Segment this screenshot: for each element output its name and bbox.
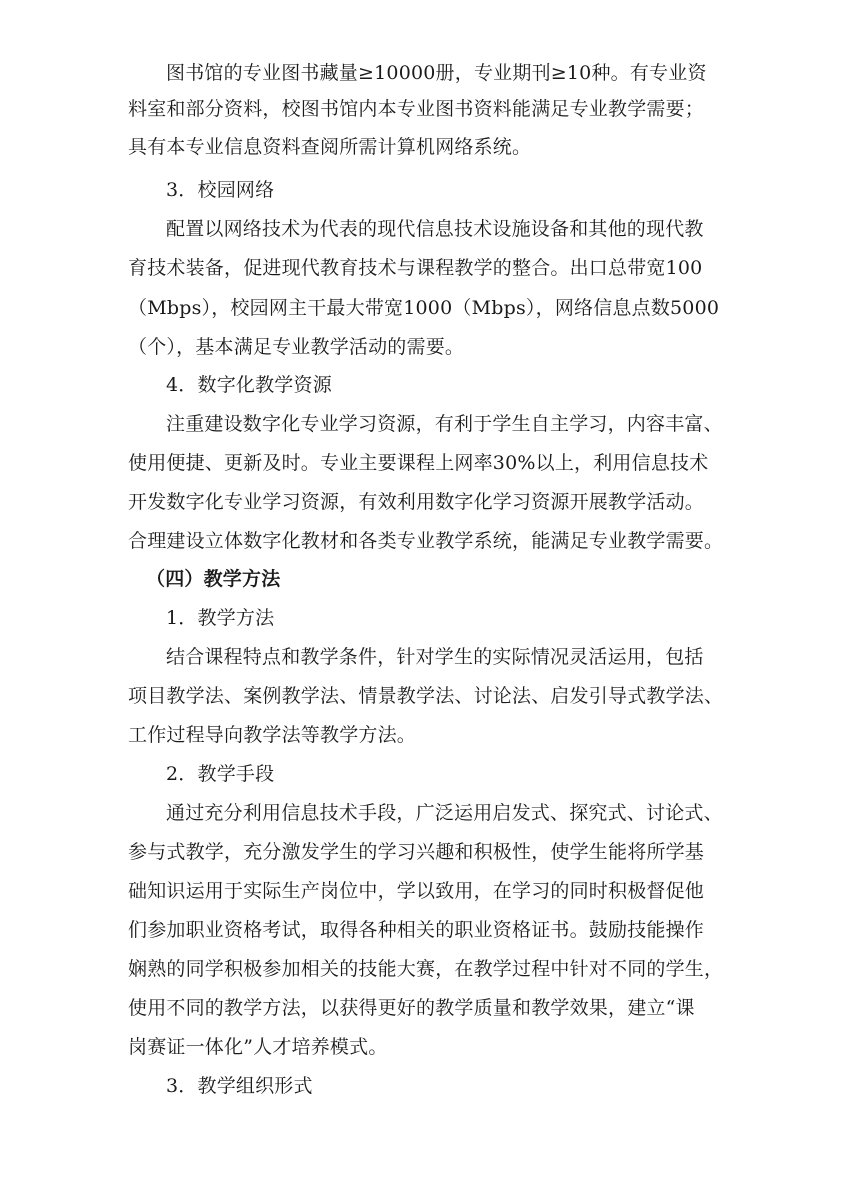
- paragraph-line: 娴熟的同学积极参加相关的技能大赛，在教学过程中针对不同的学生，: [128, 958, 724, 980]
- paragraph-line: 工作过程导向教学法等教学方法。: [128, 724, 417, 746]
- paragraph-line: 础知识运用于实际生产岗位中，学以致用，在学习的同时积极督促他: [128, 880, 705, 902]
- paragraph-line: 开发数字化专业学习资源，有效利用数字化学习资源开展教学活动。: [128, 491, 705, 513]
- subsection-heading: 1．教学方法: [166, 607, 275, 629]
- paragraph-line: 参与式教学，充分激发学生的学习兴趣和积极性，使学生能将所学基: [128, 841, 705, 863]
- paragraph-line: 配置以网络技术为代表的现代信息技术设施设备和其他的现代教: [166, 218, 704, 240]
- paragraph-line: 项目教学法、案例教学法、情景教学法、讨论法、启发引导式教学法、: [128, 685, 724, 707]
- paragraph-line: 注重建设数字化专业学习资源，有利于学生自主学习，内容丰富、: [166, 413, 723, 435]
- paragraph-line: 使用便捷、更新及时。专业主要课程上网率30%以上，利用信息技术: [128, 452, 709, 474]
- paragraph-line: 育技术装备，促进现代教育技术与课程教学的整合。出口总带宽100: [128, 257, 703, 279]
- subsection-heading: 2．教学手段: [166, 763, 275, 785]
- subsection-heading: 3．教学组织形式: [166, 1075, 313, 1097]
- paragraph-line: （个），基本满足专业教学活动的需要。: [128, 336, 465, 358]
- paragraph-line: 岗赛证一体化”人才培养模式。: [128, 1036, 388, 1058]
- section-heading: （四）教学方法: [146, 568, 281, 590]
- subsection-heading: 4．数字化教学资源: [166, 374, 332, 396]
- paragraph-line: 图书馆的专业图书藏量≥10000册，专业期刊≥10种。有专业资: [166, 62, 707, 84]
- paragraph-line: 料室和部分资料，校图书馆内本专业图书资料能满足专业教学需要；: [128, 98, 705, 120]
- paragraph-line: （Mbps），校园网主干最大带宽1000（Mbps），网络信息点数5000: [128, 297, 720, 319]
- paragraph-line: 们参加职业资格考试，取得各种相关的职业资格证书。鼓励技能操作: [128, 919, 705, 941]
- paragraph-line: 合理建设立体数字化教材和各类专业教学系统，能满足专业教学需要。: [128, 530, 724, 552]
- paragraph-line: 结合课程特点和教学条件，针对学生的实际情况灵活运用，包括: [166, 646, 704, 668]
- paragraph-line: 具有本专业信息资料查阅所需计算机网络系统。: [128, 136, 532, 158]
- paragraph-line: 通过充分利用信息技术手段，广泛运用启发式、探究式、讨论式、: [166, 802, 723, 824]
- subsection-heading: 3．校园网络: [166, 179, 275, 201]
- paragraph-line: 使用不同的教学方法，以获得更好的教学质量和教学效果，建立“课: [128, 997, 695, 1019]
